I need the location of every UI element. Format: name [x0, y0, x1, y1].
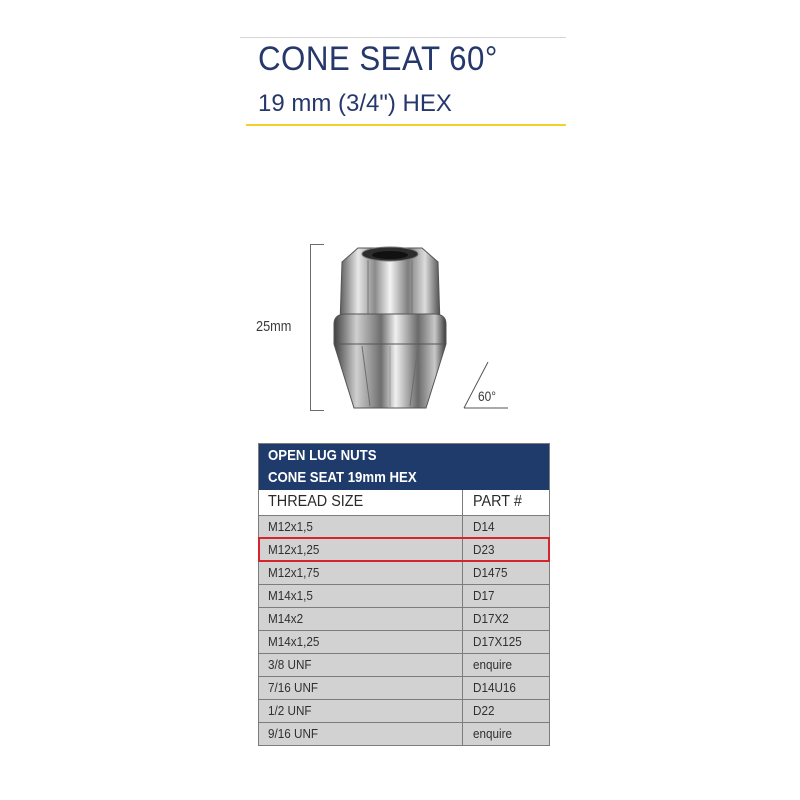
- table-heading: [259, 444, 549, 490]
- part-number-cell: enquire: [473, 657, 513, 672]
- thread-size-cell: M14x1,5: [259, 585, 463, 607]
- part-number-cell: D17: [473, 588, 495, 603]
- table-row: [259, 699, 549, 722]
- top-divider: [240, 37, 566, 38]
- part-number-cell: enquire: [473, 726, 513, 741]
- table-row: [259, 561, 549, 584]
- part-number-cell: D22: [473, 703, 495, 718]
- part-number-cell: D14: [473, 519, 495, 534]
- thread-size-cell: 9/16 UNF: [259, 723, 463, 745]
- thread-size-cell: M14x2: [259, 608, 463, 630]
- page-subtitle: 19 mm (3/4") HEX: [258, 90, 452, 117]
- height-label: 25mm: [256, 318, 292, 335]
- table-column-headers: [259, 490, 549, 515]
- table-row: [259, 722, 549, 745]
- table-row: [259, 630, 549, 653]
- part-number-cell: D17X2: [473, 611, 509, 626]
- table-row: [259, 676, 549, 699]
- part-number-cell: D23: [473, 542, 495, 557]
- thread-size-cell: 7/16 UNF: [259, 677, 463, 699]
- table-row: [259, 607, 549, 630]
- thread-size-cell: M12x1,5: [259, 516, 463, 538]
- part-table: [258, 443, 550, 746]
- table-heading-line1: OPEN LUG NUTS: [268, 447, 377, 464]
- angle-label: 60°: [478, 388, 496, 404]
- part-number-cell: D14U16: [473, 680, 516, 695]
- table-heading-line2: CONE SEAT 19mm HEX: [268, 469, 417, 486]
- table-row: [259, 515, 549, 538]
- column-header-thread-size: THREAD SIZE: [259, 490, 463, 515]
- accent-divider: [246, 124, 566, 126]
- lug-nut-figure: [250, 240, 520, 420]
- page-title: CONE SEAT 60°: [258, 40, 498, 78]
- table-row: [259, 584, 549, 607]
- part-number-cell: D17X125: [473, 634, 522, 649]
- column-header-part-number: PART #: [473, 493, 522, 510]
- part-number-cell: D1475: [473, 565, 508, 580]
- thread-size-cell: 1/2 UNF: [259, 700, 463, 722]
- table-row-highlighted: [259, 538, 549, 561]
- table-row: [259, 653, 549, 676]
- thread-size-cell: 3/8 UNF: [259, 654, 463, 676]
- thread-size-cell: M12x1,25: [259, 539, 463, 561]
- thread-size-cell: M12x1,75: [259, 562, 463, 584]
- thread-size-cell: M14x1,25: [259, 631, 463, 653]
